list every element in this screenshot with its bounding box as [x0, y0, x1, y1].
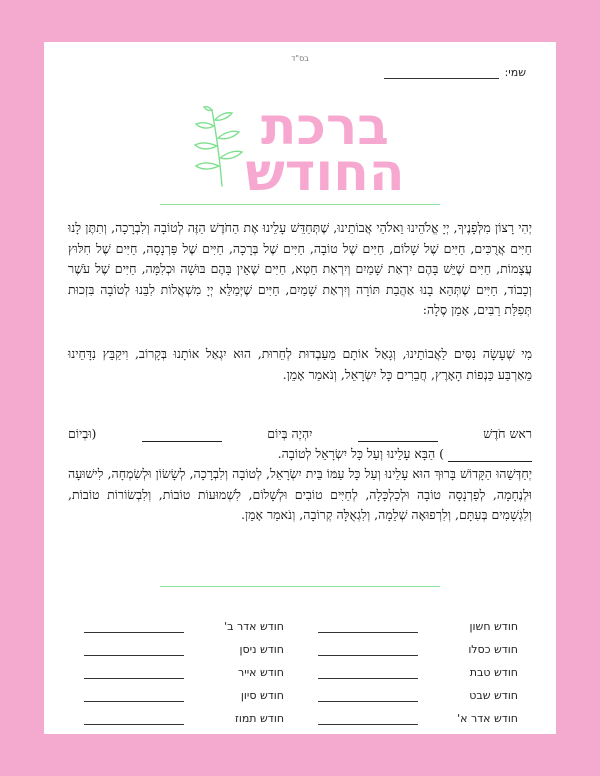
- rosh-chodesh-row-2: [278, 446, 532, 462]
- prayer-paragraph-1: יְהִי רָצוֹן מִלְּפָנֶיךָ, יְיָ אֱלֹהֵינוּ וֵאלֹהֵי אֲבוֹתֵינוּ, שֶׁתְּחַדֵּשׁ עָלֵינוּ אֶת הַחֹדֶשׁ הַזֶּה לְטוֹבָה וְלִבְרָכָה, וְתִתֶּן לָנוּ חַיִּים אֲרֻכִּים, חַיִּים שֶׁל שָׁלוֹם, חַיִּים שֶׁל טוֹבָה, חַיִּים שֶׁל בְּרָכָה, חַיִּים שֶׁל פַּרְנָסָה, חַיִּים שֶׁל חִלּוּץ עֲצָמוֹת, חַיִּים שֶׁיֵּשׁ בָּהֶם יִרְאַת שָׁמַיִם וְיִרְאַת חֵטְא, חַיִּים שֶׁאֵין בָּהֶם בּוּשָׁה וּכְלִמָּה, חַיִּים שֶׁל עֹשֶׁר וְכָבוֹד, חַיִּים שֶׁתְּהֵא בָנוּ אַהֲבַת תּוֹרָה וְיִרְאַת שָׁמַיִם, חַיִּים שֶׁיְּמַלֵּא יְיָ מִשְׁאֲלוֹת לִבֵּנוּ לְטוֹבָה בִּזְכוּת תְּפִלַּת רַבִּים, אָמֵן סֶלָה:: [68, 220, 532, 317]
- month-label: חודש חשון: [469, 620, 518, 633]
- rosh-chodesh-row-1: [68, 426, 532, 442]
- name-blank-line[interactable]: [384, 68, 499, 79]
- day-blank[interactable]: [142, 429, 222, 442]
- month-row: [318, 679, 518, 702]
- month-row: [318, 702, 518, 725]
- month-blank-line[interactable]: [318, 668, 418, 679]
- month-label: חודש אדר א': [457, 712, 518, 725]
- month-blank-line[interactable]: [84, 668, 184, 679]
- rosh-chodesh-label: ראש חֹדֶשׁ: [483, 426, 532, 441]
- month-blank-line[interactable]: [318, 691, 418, 702]
- second-day-blank[interactable]: [448, 449, 532, 462]
- month-blank-line[interactable]: [84, 645, 184, 656]
- month-label: חודש סיון: [240, 689, 284, 702]
- title-block: [44, 97, 556, 203]
- month-blank-line[interactable]: [84, 714, 184, 725]
- month-row: [84, 679, 284, 702]
- month-label: חודש אייר: [238, 666, 284, 679]
- month-blank-line[interactable]: [318, 622, 418, 633]
- title-line-2: החודש: [245, 143, 405, 203]
- month-row: [84, 633, 284, 656]
- rosh-chodesh-ending: ) הַבָּא עָלֵינוּ וְעַל כָּל יִשְׂרָאֵל לְטוֹבָה.: [277, 446, 444, 461]
- month-blank-line[interactable]: [84, 622, 184, 633]
- month-row: [84, 656, 284, 679]
- month-name-blank[interactable]: [358, 429, 438, 442]
- prayer-paragraph-2: מִי שֶׁעָשָׂה נִסִּים לַאֲבוֹתֵינוּ, וְגָאַל אוֹתָם מֵעַבְדוּת לְחֵרוּת, הוּא יִגְאַל אוֹתָנוּ בְּקָרוֹב, וִיקַבֵּץ נִדָּחֵינוּ מֵאַרְבַּע כַּנְפוֹת הָאָרֶץ, חֲבֵרִים כָּל יִשְׂרָאֵל, וְנֹאמַר אָמֵן.: [68, 346, 532, 382]
- month-label: חודש טבת: [469, 666, 518, 679]
- title-line-1: ברכת: [261, 97, 389, 157]
- month-row: [84, 610, 284, 633]
- month-row: [318, 610, 518, 633]
- month-label: חודש תמוז: [235, 712, 284, 725]
- month-label: חודש אדר ב': [224, 620, 284, 633]
- months-column-left: [84, 610, 284, 725]
- yihyeh-label: יִהְיֶה בְּיוֹם: [267, 426, 313, 441]
- month-label: חודש כסלו: [468, 643, 518, 656]
- month-label: חודש שבט: [469, 689, 518, 702]
- months-column-right: [318, 610, 518, 725]
- name-label: שמי:: [504, 66, 526, 79]
- worksheet-page: [44, 42, 556, 734]
- month-row: [318, 633, 518, 656]
- prayer-paragraph-3: יְחַדְּשֵׁהוּ הַקָּדוֹשׁ בָּרוּךְ הוּא עָלֵינוּ וְעַל כָּל עַמּוֹ בֵּית יִשְׂרָאֵל, לְטוֹבָה וְלִבְרָכָה, לְשָׂשׂוֹן וּלְשִׂמְחָה, לִישׁוּעָה וּלְנֶחָמָה, לְפַרְנָסָה טוֹבָה וּלְכַלְכָּלָה, לְחַיִּים טוֹבִים וּלְשָׁלוֹם, לִשְׁמוּעוֹת טוֹבוֹת, וְלִבְשׂוֹרוֹת טוֹבוֹת, וְלִגְשָׁמִים בְּעִתָּם, וְלִרְפוּאָה שְׁלֵמָה, וְלִגְאֻלָּה קְרוֹבָה, וְנֹאמַר אָמֵן.: [68, 466, 532, 522]
- month-row: [84, 702, 284, 725]
- uvyom-label: (וּבְיוֹם: [68, 426, 97, 441]
- month-label: חודש ניסן: [239, 643, 284, 656]
- month-blank-line[interactable]: [318, 714, 418, 725]
- bsd-mark: בס"ד: [291, 54, 309, 63]
- divider-top: [160, 204, 440, 205]
- rosh-chodesh-announcement: [68, 406, 532, 461]
- month-row: [318, 656, 518, 679]
- month-blank-line[interactable]: [318, 645, 418, 656]
- divider-bottom: [160, 586, 440, 587]
- name-field-row: [384, 66, 526, 79]
- month-blank-line[interactable]: [84, 691, 184, 702]
